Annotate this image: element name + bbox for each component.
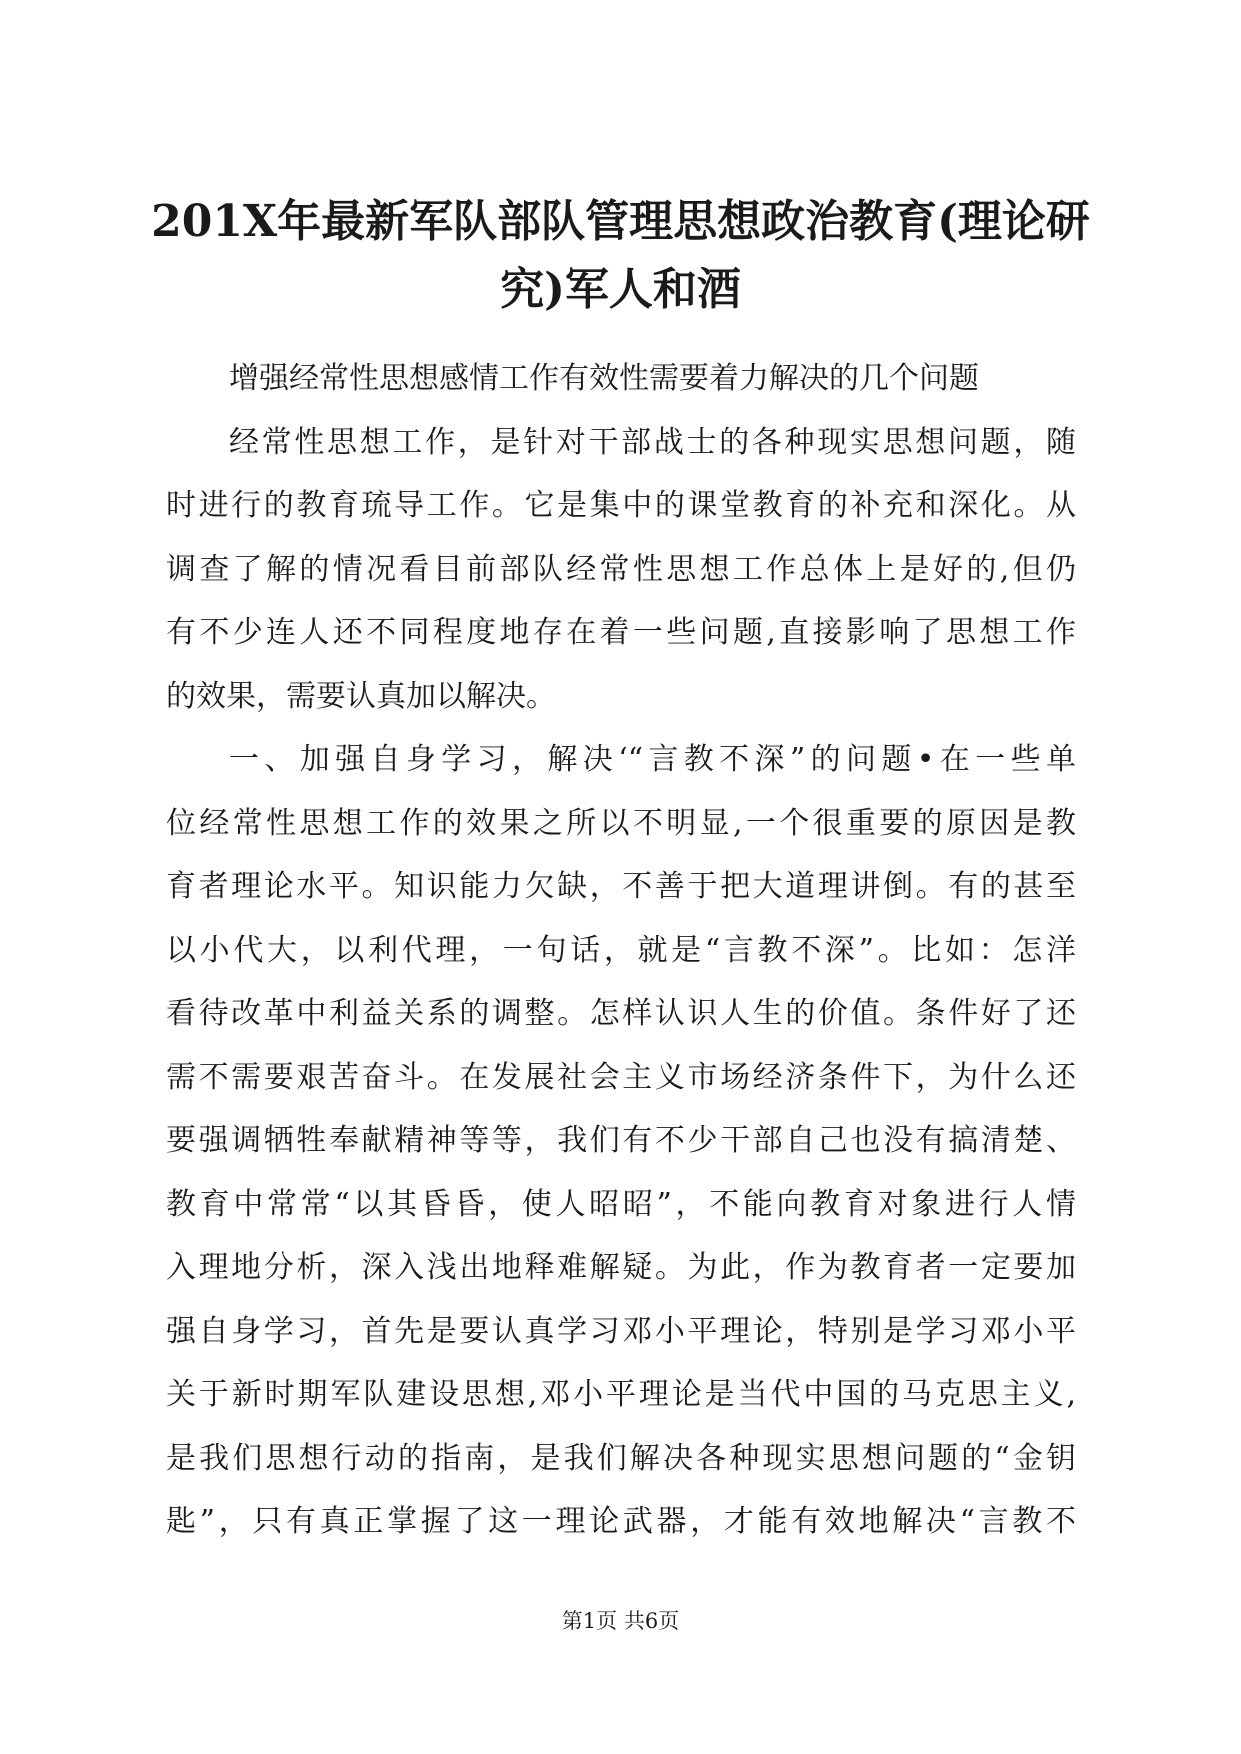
paragraph-line: 育者理论水平。知识能力欠缺，不善于把大道理讲倒。有的甚至 <box>166 869 1076 904</box>
paragraph-line: 关于新时期军队建设思想,邓小平理论是当代中国的马克思主义, <box>166 1377 1076 1412</box>
document-body <box>166 347 1076 1554</box>
paragraph-line: 调查了解的情况看目前部队经常性思想工作总体上是好的,但仍 <box>166 551 1076 587</box>
page-footer: 第1页 共6页 <box>561 1609 680 1633</box>
paragraph-line: 需不需要艰苦奋斗。在发展社会主义市场经济条件下，为什么还 <box>166 1059 1076 1095</box>
paragraph-line: 经常性思想工作，是针对干部战士的各种现实思想问题，随 <box>229 424 1076 460</box>
paragraph-line: 的效果，需要认真加以解决。 <box>166 678 556 714</box>
paragraph-line: 有不少连人还不同程度地存在着一些问题,直接影响了思想工作 <box>166 615 1076 650</box>
paragraph-line: 教育中常常“以其昏昏，使人昭昭”，不能向教育对象进行人情 <box>166 1186 1076 1222</box>
paragraph-line: 是我们思想行动的指南，是我们解决各种现实思想问题的“金钥 <box>166 1440 1076 1476</box>
subtitle-line: 增强经常性思想感情工作有效性需要着力解决的几个问题 <box>229 361 979 396</box>
paragraph-line: 看待改革中利益关系的调整。怎样认识人生的价值。条件好了还 <box>166 996 1076 1031</box>
paragraph-line: 以小代大，以利代理，一句话，就是“言教不深”。比如：怎洋 <box>166 932 1076 968</box>
document-title: 201X年最新军队部队管理思想政治教育(理论研究)军人和酒 <box>151 196 1090 315</box>
paragraph-line: 一、加强自身学习，解决‘“言教不深”的问题•在一些单 <box>229 742 1076 777</box>
paragraph-line: 强自身学习，首先是要认真学习邓小平理论，特别是学习邓小平 <box>166 1313 1076 1349</box>
paragraph-line: 入理地分析，深入浅出地释难解疑。为此，作为教育者一定要加 <box>166 1250 1076 1285</box>
paragraph-line: 时进行的教育琉导工作。它是集中的课堂教育的补充和深化。从 <box>166 488 1076 523</box>
paragraph-line: 匙”，只有真正掌握了这一理论武器，才能有效地解决“言教不 <box>166 1504 1076 1539</box>
paragraph-line: 要强调牺牲奉献精神等等，我们有不少干部自己也没有搞清楚、 <box>166 1123 1076 1158</box>
paragraph-line: 位经常性思想工作的效果之所以不明显,一个很重要的原因是教 <box>166 805 1076 841</box>
